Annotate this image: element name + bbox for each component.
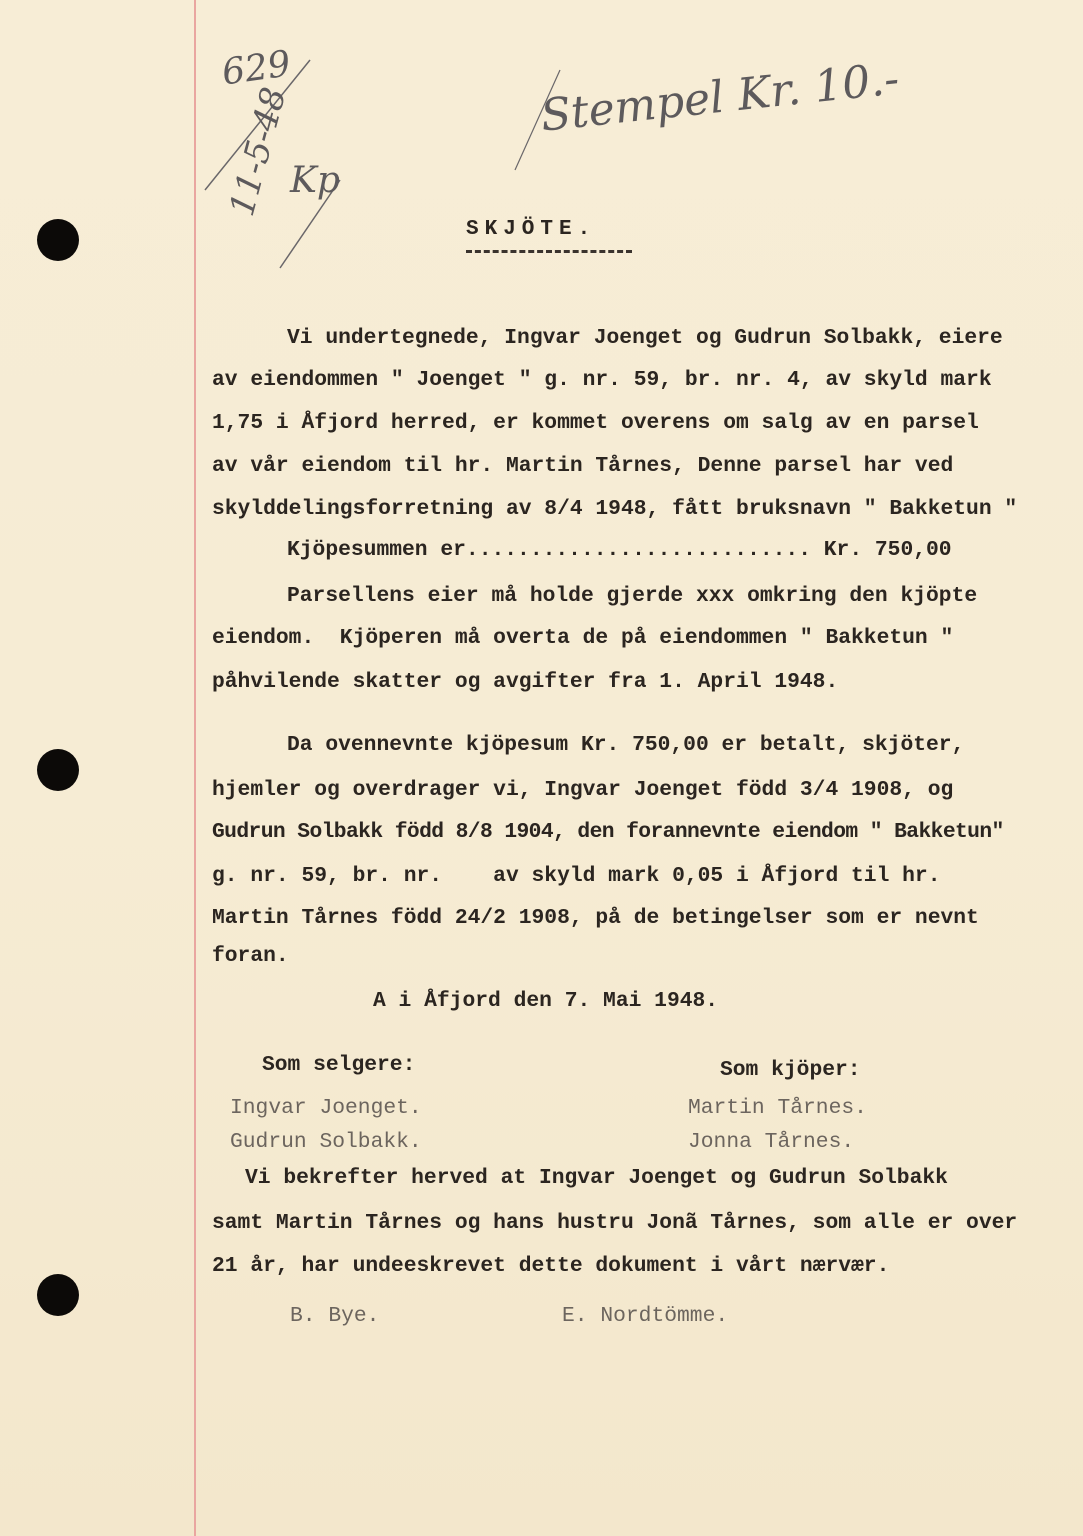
seller-signature: Gudrun Solbakk. [230,1130,422,1154]
punch-hole [37,219,79,261]
text-line: hjemler og overdrager vi, Ingvar Joenget född 3/4 1908, og [212,778,954,802]
text-line: 1,75 i Åfjord herred, er kommet overens om salg av en parsel [212,411,979,435]
text-line: skylddelingsforretning av 8/4 1948, fått bruksnavn " Bakketun " [212,497,1018,521]
text-line: Parsellens eier må holde gjerde xxx omkring den kjöpte [287,584,978,608]
punch-hole [37,749,79,791]
punch-hole [37,1274,79,1316]
text-line: Martin Tårnes född 24/2 1908, på de betingelser som er nevnt [212,906,979,930]
seller-signature: Ingvar Joenget. [230,1096,422,1120]
handwritten-case-number: 629 [219,43,294,94]
text-line: av eiendommen " Joenget " g. nr. 59, br. nr. 4, av skyld mark [212,368,992,392]
text-line: eiendom. Kjöperen må overta de på eiendommen " Bakketun " [212,626,954,650]
buyer-signature: Martin Tårnes. [688,1096,867,1120]
witness-signature: E. Nordtömme. [562,1304,729,1328]
purchase-price-line: Kjöpesummen er........................... Kr. 750,00 [287,538,952,562]
sellers-label: Som selgere: [262,1053,416,1077]
text-line: Vi undertegnede, Ingvar Joenget og Gudrun Solbakk, eiere [287,326,1003,350]
buyer-signature: Jonna Tårnes. [688,1130,855,1154]
witness-statement-line: Vi bekrefter herved at Ingvar Joenget og Gudrun Solbakk [245,1166,948,1190]
text-line: Da ovennevnte kjöpesum Kr. 750,00 er betalt, skjöter, [287,733,965,757]
text-line: påhvilende skatter og avgifter fra 1. April 1948. [212,670,839,694]
text-line: Gudrun Solbakk född 8/8 1904, den forannevnte eiendom " Bakketun" [212,820,1004,844]
handwritten-stamp-note: Stempel Kr. 10.- [538,53,902,142]
witness-statement-line: 21 år, har undeeskrevet dette dokument i vårt nærvær. [212,1254,890,1278]
handwritten-date: 11-5-48 [222,83,295,221]
place-date-line: A i Åfjord den 7. Mai 1948. [373,989,719,1013]
witness-signature: B. Bye. [290,1304,380,1328]
document-title: SKJÖTE. [466,218,597,241]
text-line: g. nr. 59, br. nr. av skyld mark 0,05 i Åfjord til hr. [212,864,941,888]
witness-statement-line: samt Martin Tårnes og hans hustru Jonã Tårnes, som alle er over [212,1211,1018,1235]
title-underline [466,250,632,253]
text-line: av vår eiendom til hr. Martin Tårnes, Denne parsel har ved [212,454,954,478]
handwritten-initials: Kp [290,160,340,201]
red-margin-line [194,0,196,1536]
buyers-label: Som kjöper: [720,1058,861,1082]
text-line: foran. [212,944,289,968]
